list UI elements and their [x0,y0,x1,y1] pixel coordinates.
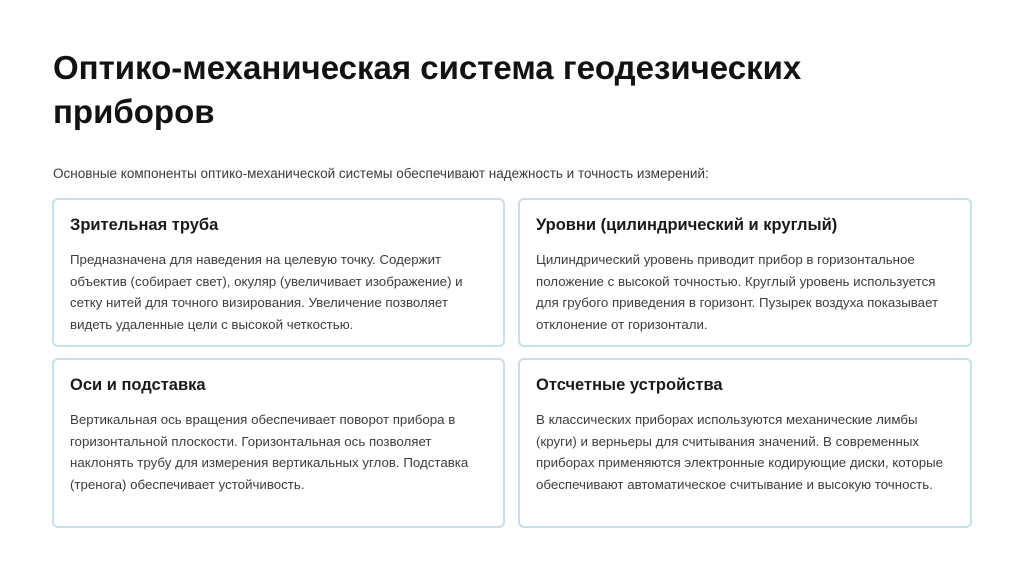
card-text: В классических приборах используются механические лимбы (круги) и верньеры для считывания значений. В современных приборах применяются электронные кодирующие диски, которые обеспечивают автоматическое считывание и высокую точность. [536,412,944,492]
slide-subtitle: Основные компоненты оптико-механической системы обеспечивают надежность и точность измерений: [53,166,709,181]
card-optical-tube [52,198,505,347]
card-title: Зрительная труба [70,216,219,234]
slide-title: Оптико-механическая система геодезических приборов [53,49,802,130]
card-title: Уровни (цилиндрический и круглый) [536,216,838,234]
card-reading-devices [518,358,972,528]
card-title: Отсчетные устройства [536,376,723,394]
card-text: Цилиндрический уровень приводит прибор в горизонтальное положение с высокой точностью. Круглый уровень используется для грубого приведения в горизонт. Пузырек воздуха показывает отклонение от горизонтали. [536,252,939,332]
card-levels [518,198,972,347]
card-text: Вертикальная ось вращения обеспечивает поворот прибора в горизонтальной плоскости. Горизонтальная ось позволяет наклонять трубу для измерения вертикальных углов. Подставка (тренога) обеспечивает устойчивость. [70,412,469,492]
card-title: Оси и подставка [70,376,206,394]
card-axes-and-stand [52,358,505,528]
card-text: Предназначена для наведения на целевую точку. Содержит объектив (собирает свет), окуляр (увеличивает изображение) и сетку нитей для точного визирования. Увеличение позволяет видеть удаленные цели с высокой четкостью. [70,252,463,332]
